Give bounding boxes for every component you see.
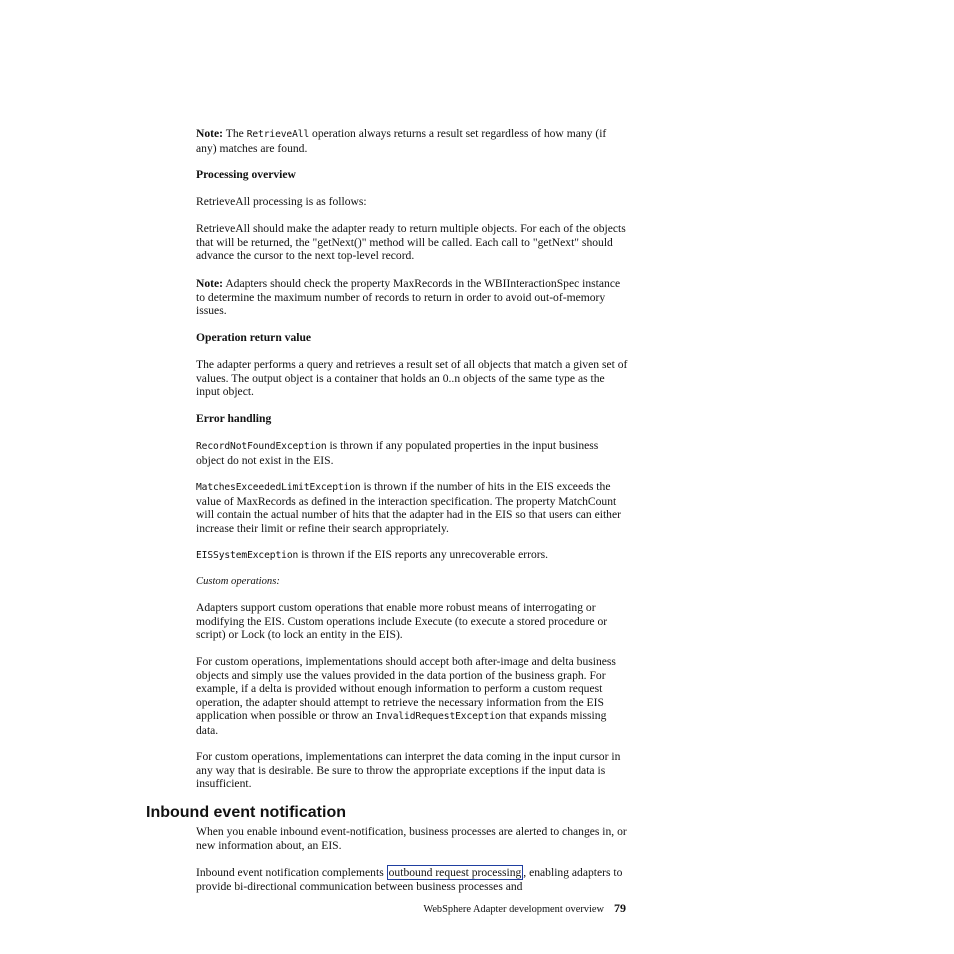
heading-processing-overview: Processing overview xyxy=(196,168,296,181)
code-retrieveall: RetrieveAll xyxy=(246,129,310,140)
footer-title: WebSphere Adapter development overview xyxy=(423,904,604,915)
note-retrieveall xyxy=(196,127,628,155)
note-text: Adapters should check the property MaxRecords in the WBIInteractionSpec instance to determine the maximum number of records to return in order to avoid out-of-memory issues. xyxy=(196,277,621,318)
inbound-p1: When you enable inbound event-notification, business processes are alerted to changes in, or new information about, an EIS. xyxy=(196,825,627,852)
error-record-not-found xyxy=(196,439,628,467)
heading-error-handling: Error handling xyxy=(196,412,272,425)
note-text: operation always returns a result set regardless of how many (if any) matches are found. xyxy=(196,127,607,155)
code-invalid-request: InvalidRequestException xyxy=(375,711,507,723)
error-eis-system xyxy=(196,548,628,563)
paragraph-text: that expands missing data. xyxy=(196,709,607,737)
return-value-body: The adapter performs a query and retrieves a result set of all objects that match a given set of values. The output object is a container that holds an 0..n objects of the same type as the input object. xyxy=(196,358,628,399)
custom-ops-p2 xyxy=(196,655,628,738)
processing-body: RetrieveAll should make the adapter ready to return multiple objects. For each of the objects that will be returned, the "getNext()" method will be called. Each call to "getNext" should advance the cursor to the next top-level record. xyxy=(196,222,626,263)
error-text: is thrown if the number of hits in the EIS exceeds the value of MaxRecords as defined in the interaction specification. The property MatchCount will contain the actual number of hits that the adapter had in the EIS so that users can either increase their limit or refine their search appropriately. xyxy=(196,480,621,535)
paragraph-text: For custom operations, implementations should accept both after-image and delta business objects and simply use the values provided in the data portion of the business graph. For example, if a delta is provided without enough information to perform a custom request operation, the adapter should attempt to retrieve the necessary information from the EIS application when possible or throw an xyxy=(196,655,616,723)
code-exception: EISSystemException xyxy=(196,550,299,561)
code-exception: MatchesExceededLimitException xyxy=(196,482,361,493)
note-maxrecords xyxy=(196,277,628,318)
heading-inbound-event-notification: Inbound event notification xyxy=(146,804,346,821)
error-text: is thrown if the EIS reports any unrecoverable errors. xyxy=(301,548,549,561)
processing-intro: RetrieveAll processing is as follows: xyxy=(196,195,367,208)
heading-operation-return-value: Operation return value xyxy=(196,331,312,344)
inbound-p2 xyxy=(196,866,628,893)
note-label: Note: xyxy=(196,277,224,290)
custom-ops-p1: Adapters support custom operations that enable more robust means of interrogating or modifying the EIS. Custom operations include Execute (to execute a stored procedure or script) or Lock (to lock an entity in the EIS). xyxy=(196,601,608,642)
note-label: Note: xyxy=(196,127,224,140)
page-number: 79 xyxy=(614,901,626,915)
error-matches-exceeded xyxy=(196,480,628,535)
outbound-request-processing-link[interactable]: outbound request processing xyxy=(388,866,522,879)
code-exception: RecordNotFoundException xyxy=(196,441,327,452)
custom-ops-p3: For custom operations, implementations can interpret the data coming in the input cursor in any way that is desirable. Be sure to throw the appropriate exceptions if the input data is insufficient. xyxy=(196,750,621,791)
paragraph-text: Inbound event notification complements xyxy=(196,866,384,879)
heading-custom-operations: Custom operations: xyxy=(196,576,280,587)
error-text: is thrown if any populated properties in the input business object do not exist in the EIS. xyxy=(196,439,599,467)
page-footer xyxy=(380,901,626,917)
note-text: The xyxy=(225,127,244,140)
paragraph-text: , enabling adapters to provide bi-directional communication between business processes and xyxy=(196,866,623,893)
